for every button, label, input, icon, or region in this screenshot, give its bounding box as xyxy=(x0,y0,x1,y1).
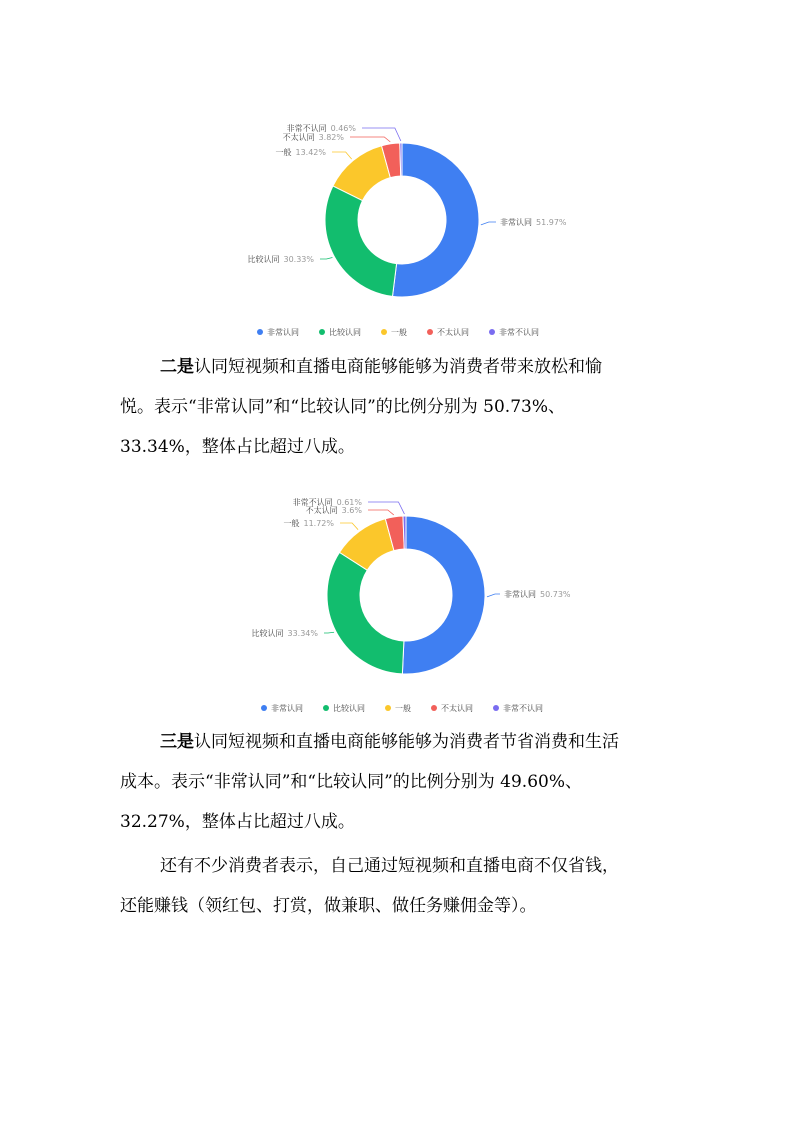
paragraph-4-line-1: 还有不少消费者表示，自己通过短视频和直播电商不仅省钱， xyxy=(160,856,619,876)
legend-label: 非常认同 xyxy=(271,704,303,713)
slice-value-label: 11.72% xyxy=(303,519,334,528)
slice-value-label: 33.34% xyxy=(287,629,318,638)
paragraph-3-line-2: 成本。表示“非常认同”和“比较认同”的比例分别为 49.60%、 xyxy=(120,772,582,792)
leader-line-5 xyxy=(362,128,401,141)
donut-slice-1 xyxy=(392,143,479,297)
paragraph-2-line-3: 33.34%，整体占比超过八成。 xyxy=(120,437,355,457)
paragraph-3-text-1: 认同短视频和直播电商能够能够为消费者节省消费和生活 xyxy=(194,732,619,752)
legend-marker xyxy=(385,705,391,711)
legend-marker xyxy=(319,329,325,335)
legend-label: 非常不认同 xyxy=(503,704,543,713)
leader-line-4 xyxy=(368,510,394,515)
slice-label-1 xyxy=(504,589,571,599)
legend-marker xyxy=(261,705,267,711)
legend-marker xyxy=(427,329,433,335)
paragraph-4 xyxy=(120,846,680,926)
donut-chart-1 xyxy=(0,110,794,350)
paragraph-4-line-2: 还能赚钱（领红包、打赏，做兼职、做任务赚佣金等）。 xyxy=(120,896,537,916)
legend-label: 一般 xyxy=(391,328,407,337)
slice-category-label: 比较认同 xyxy=(251,629,284,638)
slice-category-label: 一般 xyxy=(283,519,300,528)
legend-label: 比较认同 xyxy=(333,704,365,713)
legend-label: 不太认同 xyxy=(441,704,473,713)
paragraph-2 xyxy=(120,347,680,467)
legend-marker xyxy=(381,329,387,335)
leader-line-2 xyxy=(320,257,332,259)
legend-label: 一般 xyxy=(395,704,411,713)
donut-slice-2 xyxy=(325,186,397,297)
legend-label: 比较认同 xyxy=(329,328,361,337)
paragraph-3-line-1 xyxy=(120,722,680,762)
leader-line-4 xyxy=(350,137,390,142)
leader-line-3 xyxy=(340,523,358,530)
slice-label-2 xyxy=(247,254,314,264)
leader-line-2 xyxy=(324,632,334,633)
paragraph-3-lead: 三是 xyxy=(160,732,194,752)
slice-category-label: 一般 xyxy=(275,148,292,157)
slice-category-label: 不太认同 xyxy=(282,133,315,142)
paragraph-2-lead: 二是 xyxy=(160,357,194,377)
legend-label: 非常认同 xyxy=(267,328,299,337)
donut-slice-2 xyxy=(327,552,404,674)
legend-label: 不太认同 xyxy=(437,328,469,337)
slice-category-label: 非常不认同 xyxy=(286,124,327,133)
slice-category-label: 非常认同 xyxy=(504,590,536,599)
slice-category-label: 非常认同 xyxy=(500,218,532,227)
leader-line-5 xyxy=(368,502,404,514)
slice-label-5 xyxy=(287,123,357,133)
paragraph-2-text-1: 认同短视频和直播电商能够能够为消费者带来放松和愉 xyxy=(194,357,602,377)
slice-value-label: 13.42% xyxy=(295,148,326,157)
donut-chart-1-svg xyxy=(0,110,794,350)
slice-category-label: 比较认同 xyxy=(247,255,280,264)
slice-value-label: 3.82% xyxy=(318,133,344,142)
paragraph-3 xyxy=(120,722,680,842)
slice-value-label: 0.46% xyxy=(330,124,356,133)
donut-chart-2 xyxy=(0,486,794,726)
slice-category-label: 非常不认同 xyxy=(292,498,333,507)
slice-label-2 xyxy=(251,628,318,638)
legend-marker xyxy=(431,705,437,711)
slice-label-3 xyxy=(283,518,334,528)
leader-line-1 xyxy=(487,594,500,597)
legend-marker xyxy=(493,705,499,711)
slice-value-label: 0.61% xyxy=(336,498,362,507)
slice-label-4 xyxy=(283,132,345,142)
paragraph-3-line-3: 32.27%，整体占比超过八成。 xyxy=(120,812,355,832)
paragraph-2-line-1 xyxy=(120,347,680,387)
legend-marker xyxy=(323,705,329,711)
legend-marker xyxy=(489,329,495,335)
leader-line-1 xyxy=(481,222,496,225)
slice-label-5 xyxy=(293,497,363,507)
donut-slice-5 xyxy=(400,143,402,176)
slice-value-label: 50.73% xyxy=(540,590,571,599)
slice-value-label: 3.6% xyxy=(341,506,362,515)
slice-label-1 xyxy=(500,217,567,227)
leader-line-3 xyxy=(332,152,352,159)
legend-marker xyxy=(257,329,263,335)
donut-slice-1 xyxy=(402,516,485,674)
slice-value-label: 51.97% xyxy=(536,218,567,227)
legend-label: 非常不认同 xyxy=(499,328,539,337)
slice-value-label: 30.33% xyxy=(283,255,314,264)
slice-label-3 xyxy=(275,147,326,157)
paragraph-2-line-2: 悦。表示“非常认同”和“比较认同”的比例分别为 50.73%、 xyxy=(120,397,565,417)
slice-category-label: 不太认同 xyxy=(305,506,338,515)
donut-chart-2-svg xyxy=(0,486,794,726)
